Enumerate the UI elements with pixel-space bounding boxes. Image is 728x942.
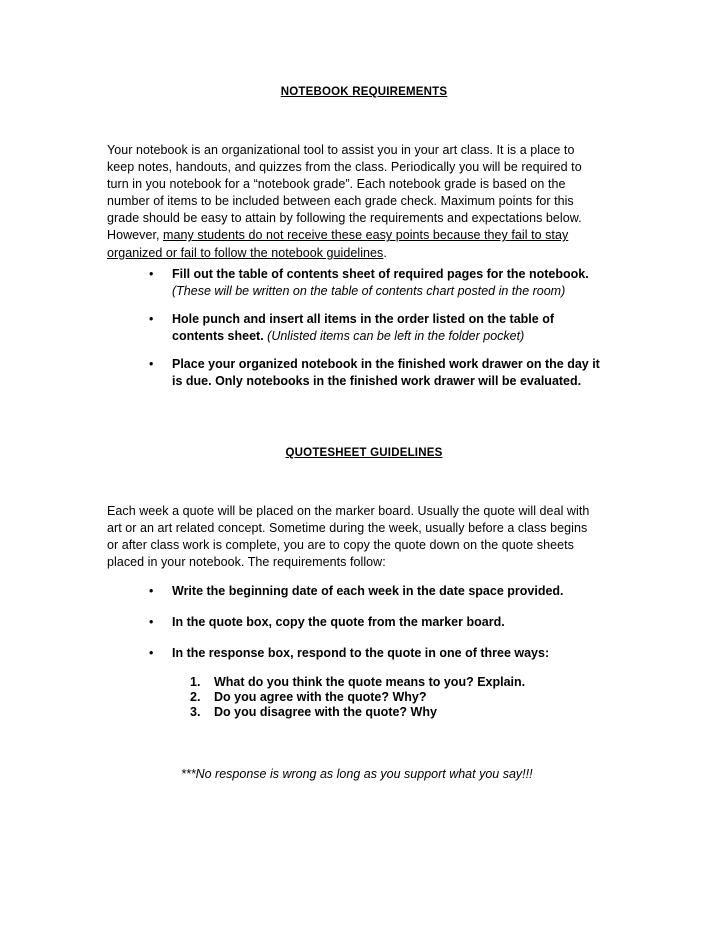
intro-line [107,227,627,244]
bullet-bold-text: Write the beginning date of each week in the date space provided. [172,584,564,598]
intro-period: . [383,245,387,260]
item-text: Do you disagree with the quote? Why [214,705,437,719]
intro-line: number of items to be included between each grade check. Maximum points for this [107,194,574,209]
intro-line: turn in you notebook for a “notebook grade”. Each notebook grade is based on the [107,177,566,192]
bullet-icon: • [149,267,154,281]
intro-line: placed in your notebook. The requirements follow: [107,555,386,570]
item-text: What do you think the quote means to you? Explain. [214,675,526,689]
bullet-icon: • [149,615,154,629]
item-text: Do you agree with the quote? Why? [214,690,427,704]
bullet-bold-text: Fill out the table of contents sheet of required pages for the notebook. [172,267,589,281]
quotesheet-guidelines-heading: QUOTESHEET GUIDELINES [285,447,443,459]
intro-line: art or an art related concept. Sometime during the week, usually before a class begins [107,521,588,536]
notebook-intro-paragraph [107,142,627,262]
bullet-bold-text: is due. Only notebooks in the finished work drawer will be evaluated. [172,373,582,388]
bullet-icon: • [149,312,154,326]
item-number: 3. [190,705,201,719]
bullet-italic-note: (Unlisted items can be left in the folder pocket) [263,328,525,343]
bullet-icon: • [149,357,154,371]
intro-line: keep notes, handouts, and quizzes from the class. Periodically you will be required to [107,160,582,175]
closing-note: ***No response is wrong as long as you support what you say!!! [181,767,533,781]
bullet-bold-text: Hole punch and insert all items in the order listed on the table of [172,312,554,326]
intro-line: or after class work is complete, you are to copy the quote down on the quote sheets [107,538,574,553]
intro-line: grade should be easy to attain by following the requirements and expectations below. [107,211,582,226]
bullet-icon: • [149,584,154,598]
intro-however: However, [107,228,164,243]
bullet-bold-text: In the quote box, copy the quote from the marker board. [172,615,505,629]
bullet-bold-text: contents sheet. [172,328,264,343]
intro-line: Each week a quote will be placed on the marker board. Usually the quote will deal with [107,504,590,518]
notebook-requirements-heading: NOTEBOOK REQUIREMENTS [280,86,448,98]
numbered-item [190,704,437,721]
bullet-italic-note: (These will be written on the table of contents chart posted in the room) [172,283,566,298]
intro-line: Your notebook is an organizational tool to assist you in your art class. It is a place to [107,143,575,157]
bullet-bold-text: Place your organized notebook in the finished work drawer on the day it [172,357,600,371]
quotesheet-intro-paragraph [107,503,627,571]
bullet-bold-text: In the response box, respond to the quote in one of three ways: [172,646,550,660]
item-number: 2. [190,690,201,704]
item-number: 1. [190,675,201,689]
intro-underlined-text: many students do not receive these easy points because they fail to stay [163,228,569,243]
intro-line [107,245,627,262]
bullet-icon: • [149,646,154,660]
intro-underlined-text: organized or fail to follow the notebook guidelines [107,245,384,260]
